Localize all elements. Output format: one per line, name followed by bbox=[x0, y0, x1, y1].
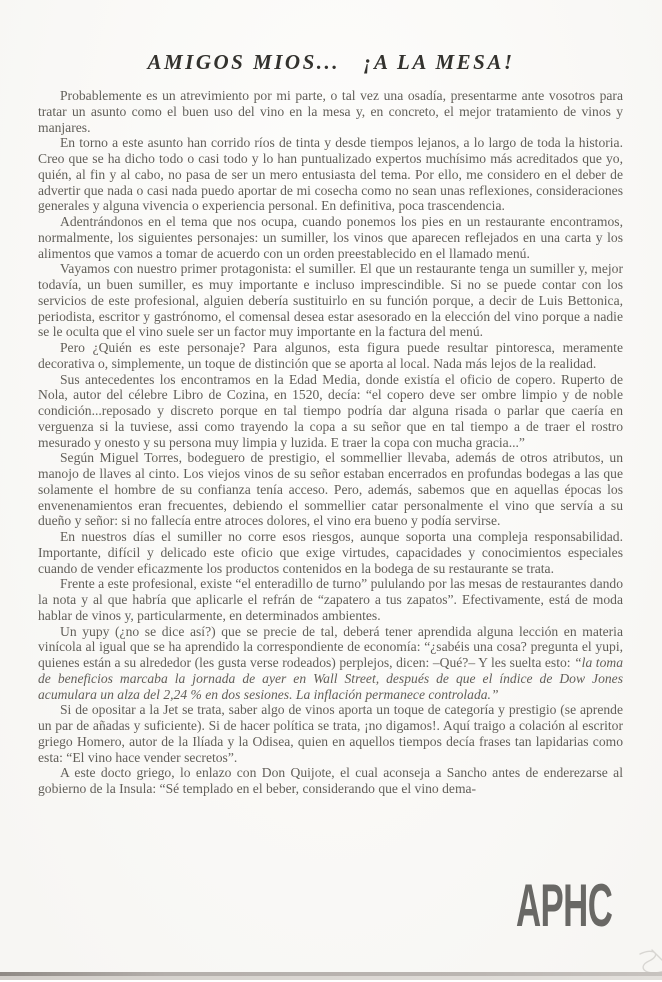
paragraph-text: A este docto griego, lo enlazo con Don Quijote, el cual aconseja a Sancho antes de enderezarse al gobierno de la Insula: “Sé templado en el beber, considerando que el vino dema- bbox=[38, 765, 623, 796]
paragraph bbox=[38, 450, 623, 529]
paragraph bbox=[38, 765, 623, 797]
paragraph-text: Sus antecedentes los encontramos en la Edad Media, donde existía el oficio de copero. Ruperto de Nola, autor del célebre Libro de Cozina, en 1520, decía: “el copero deve ser ombre limpio y de noble condición...reposado y discreto porque en tal tiempo podría dar alguna risada o parlar que caería en verguenza si la tuviese, assi como trayendo la copa a su señor que en tal tiempo a de traer el rostro mesurado y onesto y su persona muy limpia y luzida. E traer la copa con mucha gracia...” bbox=[38, 371, 623, 450]
paragraph-text: En torno a este asunto han corrido ríos de tinta y desde tiempos lejanos, a lo largo de toda la historia. Creo que se ha dicho todo o casi todo y lo han puntualizado expertos muchísimo más acreditados que yo, quién, al fin y al cabo, no pasa de ser un mero entusiasta del tema. Por ello, me considero en el deber de advertir que nada o casi nada puedo aportar de mi cosecha como no sean unas reflexiones, consideraciones generales y alguna vivencia o experiencia personal. En definitiva, poca trascendencia. bbox=[38, 135, 623, 214]
paragraph bbox=[38, 88, 623, 135]
paragraph-text: En nuestros días el sumiller no corre esos riesgos, aunque soporta una compleja responsabilidad. Importante, difícil y delicado este oficio que exige virtudes, capacidades y conocimientos especiales cuando de vender eficazmente los productos contenidos en la bodega de su restaurante se trata. bbox=[38, 529, 623, 576]
paragraph bbox=[38, 624, 623, 703]
paragraphs-container bbox=[38, 88, 623, 797]
paragraph-text: Si de opositar a la Jet se trata, saber algo de vinos aporta un toque de categoría y prestigio (se aprende un par de añadas y suficiente). Si de hacer política se trata, ¡no digamos!. Aquí traigo a colación al escritor griego Homero, autor de la Ilíada y la Odisea, quien en aquellos tiempos decía frases tan lapidarias como esta: “El vino hace vender secretos”. bbox=[38, 702, 623, 765]
paragraph-text: Frente a este profesional, existe “el enteradillo de turno” pululando por las mesas de restaurantes dando la nota y al que habría que aplicarle el refrán de “zapatero a tus zapatos”. Efectivamente, está de moda hablar de vinos y, particularmente, en determinados ambientes. bbox=[38, 576, 623, 623]
page-title: AMIGOS MIOS... ¡A LA MESA! bbox=[147, 50, 515, 74]
paragraph-text: Adentrándonos en el tema que nos ocupa, cuando ponemos los pies en un restaurante encontramos, normalmente, los siguientes personajes: un sumiller, los vinos que aparecen reflejados en una carta y los alimentos que vamos a tomar de acuerdo con un orden preestablecido en el llamado menú. bbox=[38, 214, 623, 261]
paragraph bbox=[38, 576, 623, 623]
quote-italic-text: “la toma de beneficios marcaba la jornada de ayer en Wall Street, después de que el índice de Dow Jones acumulara un alza del 2,24 % en dos sesiones. La inflación permanece controlada.” bbox=[38, 655, 623, 702]
aphc-watermark: APHC bbox=[516, 872, 613, 939]
paragraph-text: Según Miguel Torres, bodeguero de prestigio, el sommellier llevaba, además de otros atributos, un manojo de llaves al cinto. Los viejos vinos de su señor estaban encerrados en profundas bodegas a las que solamente el hombre de su confianza tenía acceso. Pero, además, sabemos que en aquellas épocas los envenenamientos eran frecuentes, debiendo el sommellier catar personalmente el vino que servía a su dueño y señor: si no fallecía entre atroces dolores, el vino era bueno y podía servirse. bbox=[38, 450, 623, 529]
paragraph bbox=[38, 135, 623, 214]
scan-edge-lower bbox=[0, 976, 662, 980]
scan-edge-shadow bbox=[0, 971, 662, 980]
paragraph bbox=[38, 214, 623, 261]
paragraph bbox=[38, 372, 623, 451]
paragraph-text: Un yupy (¿no se dice así?) que se precie de tal, deberá tener aprendida alguna lección en materia vinícola al igual que se ha aprendido la correspondiente de economía: “¿sabéis una cosa? pregunta el yupi, quienes están a su alrededor (les gusta verse rodeados) perplejos, dicen: –Qué?– Y les suelta esto: bbox=[38, 623, 623, 670]
paragraph bbox=[38, 340, 623, 372]
paragraph-text: Vayamos con nuestro primer protagonista: el sumiller. El que un restaurante tenga un sumiller y, mejor todavía, un buen sumiller, es muy importante e incluso imprescindible. Si no se puede contar con los servicios de este profesional, alguien debería sustituirlo en su función porque, a decir de Luis Bettonica, periodista, escritor y gastrónomo, el comensal desea estar asesorado en la elección del vino porque a nadie se le oculta que el vino suele ser un factor muy importante en la factura del menú. bbox=[38, 261, 623, 340]
paragraph-text: Pero ¿Quién es este personaje? Para algunos, esta figura puede resultar pintoresca, meramente decorativa o, simplemente, un toque de distinción que se aporta al local. Nada más lejos de la realidad. bbox=[38, 340, 623, 371]
paragraph bbox=[38, 261, 623, 340]
paragraph-text: Probablemente es un atrevimiento por mi parte, o tal vez una osadía, presentarme ante vosotros para tratar un asunto como el buen uso del vino en la mesa y, en concreto, el mejor tratamiento de vinos y manjares. bbox=[38, 88, 623, 135]
paragraph bbox=[38, 529, 623, 576]
paragraph bbox=[38, 702, 623, 765]
